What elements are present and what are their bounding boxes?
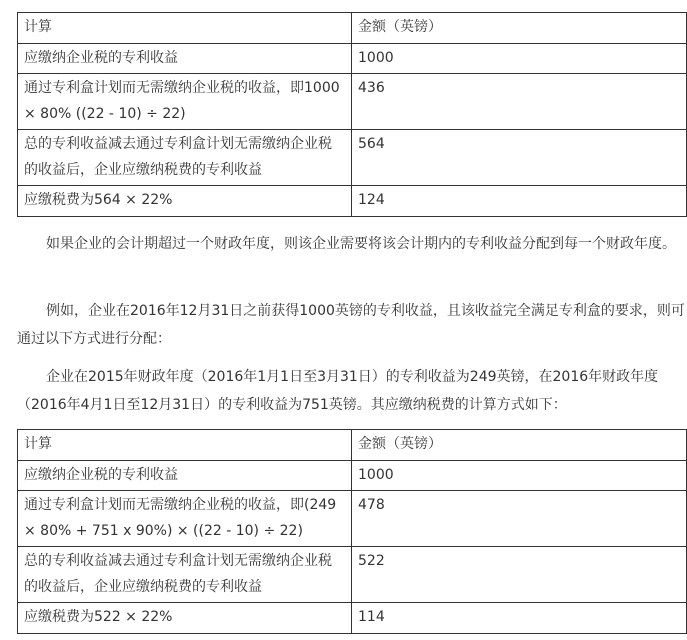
table-row [18,603,687,634]
header-amount: 金额（英镑） [352,13,687,44]
header-amount: 金额（英镑） [352,430,687,461]
row-label: 通过专利盒计划而无需缴纳企业税的收益，即(249 × 80% + 751 x 90%) × ((22 - 10) ÷ 22) [18,491,352,547]
table-row [18,491,687,547]
table-row [18,43,687,74]
table-row [18,74,687,130]
row-value: 522 [352,547,687,603]
row-value: 124 [352,186,687,217]
header-calculation: 计算 [18,13,352,44]
row-value: 436 [352,74,687,130]
table-header-row [18,430,687,461]
tax-calculation-table-2 [17,429,687,634]
table-header-row [18,13,687,44]
row-value: 1000 [352,43,687,74]
row-label: 总的专利收益减去通过专利盒计划无需缴纳企业税的收益后，企业应缴纳税费的专利收益 [18,547,352,603]
row-label: 通过专利盒计划而无需缴纳企业税的收益，即1000 × 80% ((22 - 10) ÷ 22) [18,74,352,130]
table-row [18,130,687,186]
row-label: 总的专利收益减去通过专利盒计划无需缴纳企业税的收益后，企业应缴纳税费的专利收益 [18,130,352,186]
paragraph-fiscal-period: 如果企业的会计期超过一个财政年度，则该企业需要将该会计期内的专利收益分配到每一个财政年度。 [46,236,676,252]
row-label: 应缴税费为522 × 22% [18,603,352,634]
table-row [18,460,687,491]
paragraph-example: 例如，企业在2016年12月31日之前获得1000英镑的专利收益，且该收益完全满足专利盒的要求，则可通过以下方式进行分配： [17,303,685,347]
row-value: 114 [352,603,687,634]
row-label: 应缴纳企业税的专利收益 [18,43,352,74]
row-value: 478 [352,491,687,547]
row-label: 应缴税费为564 × 22% [18,186,352,217]
header-calculation: 计算 [18,430,352,461]
paragraph-allocation: 企业在2015年财政年度（2016年1月1日至3月31日）的专利收益为249英镑，在2016年财政年度（2016年4月1日至12月31日）的专利收益为751英镑。其应缴纳税费的计算方式如下： [17,369,659,413]
row-value: 564 [352,130,687,186]
tax-calculation-table-1 [17,12,687,217]
row-value: 1000 [352,460,687,491]
row-label: 应缴纳企业税的专利收益 [18,460,352,491]
table-row [18,547,687,603]
table-row [18,186,687,217]
